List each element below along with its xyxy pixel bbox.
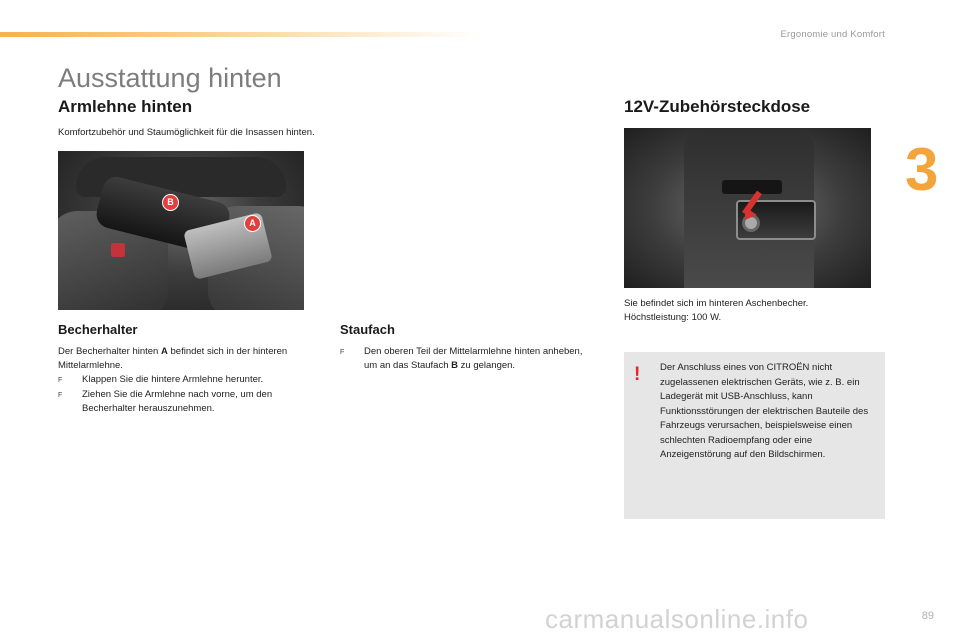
badge-b: B bbox=[162, 194, 179, 211]
list-item: F Ziehen Sie die Armlehne nach vorne, um den Becherhalter herauszunehmen. bbox=[58, 389, 273, 414]
armrest-photo bbox=[58, 151, 304, 310]
warning-box bbox=[624, 352, 885, 519]
list-item: F Klappen Sie die hintere Armlehne herunter. bbox=[58, 374, 264, 385]
badge-a: A bbox=[244, 215, 261, 232]
socket-photo bbox=[624, 128, 871, 288]
header-accent-bar bbox=[0, 32, 480, 37]
storage-heading: Staufach bbox=[340, 322, 395, 337]
cupholder-text: Der Becherhalter hinten A befindet sich in der hinteren Mittelarmlehne. F Klappen Sie die hintere Armlehne herunter. F Ziehen Sie die Armlehne nach vorne, um den Becherhalter herauszunehmen. bbox=[58, 345, 323, 416]
watermark: carmanualsonline.info bbox=[545, 604, 809, 634]
chapter-number: 3 bbox=[905, 136, 939, 203]
page-number: 89 bbox=[921, 610, 934, 622]
list-item: F Den oberen Teil der Mittelarmlehne hinten anheben, um an das Staufach B zu gelangen. bbox=[340, 346, 583, 371]
cupholder-heading: Becherhalter bbox=[58, 322, 138, 337]
armrest-intro: Komfortzubehör und Staumöglichkeit für die Insassen hinten. bbox=[58, 127, 315, 138]
warning-text: Der Anschluss eines von CITROËN nicht zugelassenen elektrischen Geräts, wie z. B. ein Ladegerät mit USB-Anschluss, kann Funktionsstörungen der elektrischen Bauteile des Fahrzeugs verursachen, beispielsweise einen schlechten Radioempfang oder eine Anzeigenstörung auf den Bildschirmen. bbox=[660, 362, 869, 460]
armrest-heading: Armlehne hinten bbox=[58, 97, 193, 116]
socket-text: Sie befindet sich im hinteren Aschenbecher. Höchstleistung: 100 W. bbox=[624, 298, 809, 323]
page-title: Ausstattung hinten bbox=[58, 63, 282, 93]
section-title: Ergonomie und Komfort bbox=[780, 29, 885, 40]
storage-text bbox=[340, 345, 590, 373]
warning-icon: ! bbox=[634, 364, 641, 385]
socket-heading: 12V-Zubehörsteckdose bbox=[624, 97, 811, 116]
